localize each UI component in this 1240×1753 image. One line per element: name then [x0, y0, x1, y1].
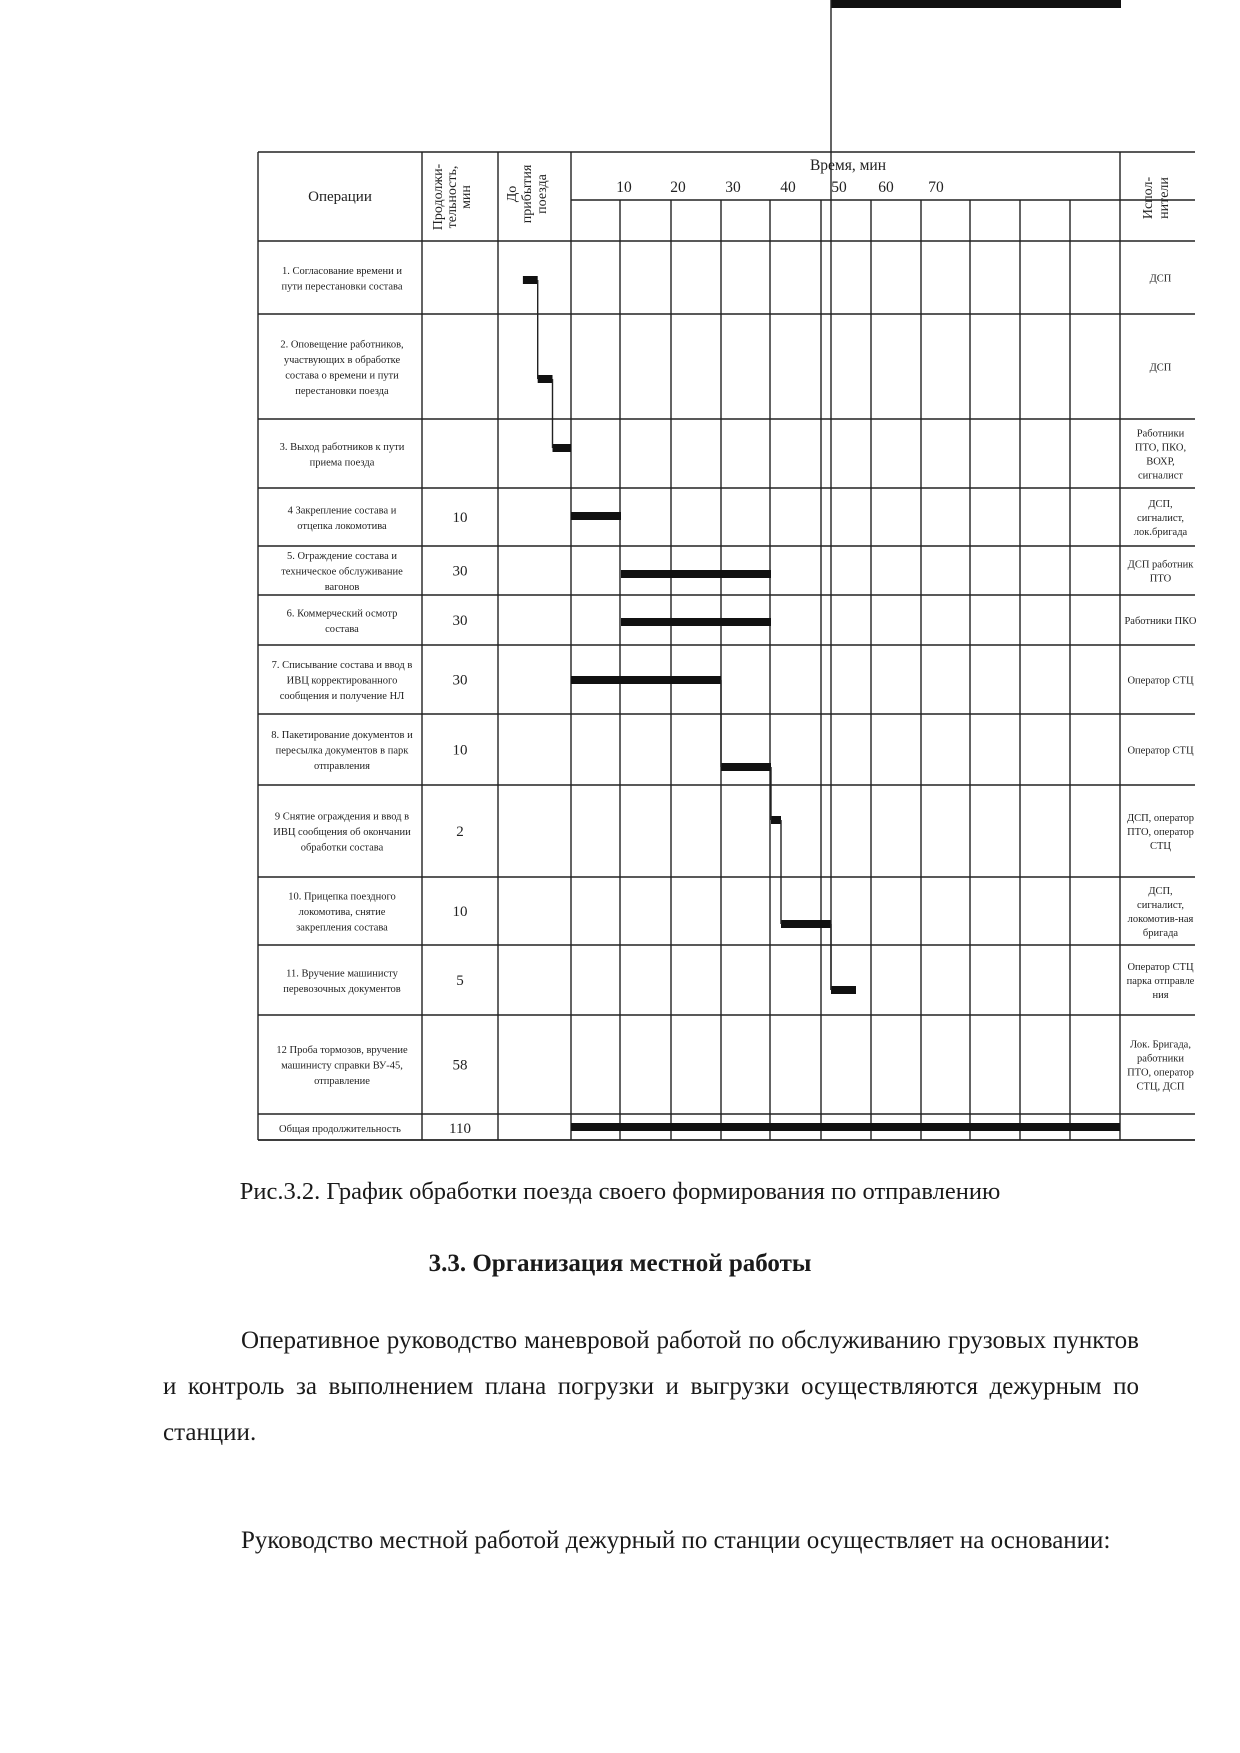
executors-column-header: Испол-	[1141, 176, 1156, 220]
before-arrival-column-header: поезда	[535, 174, 550, 214]
operation-executor: ДСП,	[1148, 499, 1173, 510]
operation-duration: 30	[452, 563, 468, 580]
executors-column-header: нители	[1157, 177, 1172, 219]
operation-label: 9 Снятие ограждения и ввод в	[274, 811, 410, 823]
task-bar	[538, 375, 553, 383]
paragraph-1: Оперативное руководство маневровой работой по обслуживанию грузовых пунктов и контроль за выполнением плана погрузки и выгрузки осуществляются дежурным по станции.	[163, 1327, 1139, 1446]
operation-executor: СТЦ, ДСП	[1136, 1081, 1185, 1093]
operation-label: машинисту справки ВУ-45,	[281, 1060, 403, 1072]
task-bar	[571, 512, 621, 520]
operation-label: 10. Прицепка поездного	[288, 891, 396, 903]
operation-duration: 10	[452, 742, 468, 759]
operation-duration: 58	[452, 1057, 468, 1074]
time-tick-label: 70	[928, 179, 944, 196]
before-arrival-column-header: До	[505, 185, 520, 203]
operation-label: 2. Оповещение работников,	[280, 339, 404, 351]
operation-label: 5. Ограждение состава и	[286, 551, 398, 562]
operation-executor: ДСП, оператор	[1126, 813, 1195, 824]
section-heading: 3.3. Организация местной работы	[428, 1250, 812, 1277]
operation-executor: Оператор СТЦ	[1127, 745, 1194, 757]
operation-label: вагонов	[324, 582, 360, 593]
operation-label: локомотива, снятие	[298, 907, 386, 918]
operation-duration: 10	[452, 904, 468, 920]
operation-label: 7. Списывание состава и ввод в	[271, 660, 413, 671]
operation-label: 12 Проба тормозов, вручение	[276, 1045, 408, 1056]
operation-duration: 10	[452, 510, 468, 526]
operation-executor: ВОХР,	[1146, 456, 1175, 468]
duration-column-header: Продолжи-	[431, 163, 446, 231]
operation-executor: ПТО, оператор	[1127, 827, 1194, 838]
operation-executor: ДСП	[1149, 362, 1172, 374]
task-bar	[553, 444, 572, 452]
operation-executor: ДСП	[1149, 273, 1172, 285]
operation-label: 6. Коммерческий осмотр	[286, 608, 398, 620]
operation-label: перевозочных документов	[283, 983, 401, 995]
operation-duration: 30	[452, 613, 468, 629]
operation-label: состава о времени и пути	[285, 370, 399, 382]
operation-label: пути перестановки состава	[281, 281, 403, 293]
operation-executor: бригада	[1142, 928, 1179, 939]
operation-label: обработки состава	[300, 842, 384, 854]
task-bar	[621, 618, 771, 626]
task-bar	[721, 763, 771, 771]
operation-executor: парка отправле	[1126, 976, 1195, 987]
operation-label: отцепка локомотива	[297, 520, 387, 532]
operation-label: 8. Пакетирование документов и	[271, 730, 413, 741]
figure-caption: Рис.3.2. График обработки поезда своего формирования по отправлению	[239, 1178, 1001, 1205]
operation-label: техническое обслуживание	[281, 566, 403, 578]
task-bar	[831, 0, 1121, 8]
task-bar	[571, 676, 721, 684]
operation-label: ИВЦ корректированного	[286, 675, 398, 687]
total-duration-value: 110	[449, 1121, 471, 1137]
operation-label: перестановки поезда	[295, 385, 389, 397]
operations-column-header: Операции	[308, 189, 372, 205]
operation-duration: 5	[456, 973, 464, 989]
operation-executor: Оператор СТЦ	[1127, 675, 1194, 687]
before-arrival-column-header: прибытия	[520, 164, 535, 224]
task-bar	[781, 920, 831, 928]
operation-label: ИВЦ сообщения об окончании	[273, 827, 411, 838]
operation-executor: работники	[1137, 1053, 1184, 1065]
paragraph-2: Руководство местной работой дежурный по станции осуществляет на основании:	[241, 1527, 1111, 1554]
duration-column-header: тельность,	[445, 165, 460, 229]
operation-executor: Оператор СТЦ	[1127, 962, 1194, 973]
operation-executor: лок.бригада	[1133, 527, 1188, 538]
operation-executor: ПТО, ПКО,	[1134, 442, 1187, 454]
operation-duration: 2	[456, 824, 464, 840]
task-bar	[523, 276, 538, 284]
duration-column-header: мин	[459, 185, 474, 209]
operation-label: 4 Закрепление состава и	[287, 505, 397, 517]
operation-executor: ПТО	[1149, 573, 1172, 585]
operation-executor: Лок. Бригада,	[1130, 1039, 1191, 1051]
operation-label: отправление	[314, 1076, 370, 1087]
operation-executor: ПТО, оператор	[1127, 1067, 1194, 1079]
operation-label: состава	[325, 623, 359, 635]
task-bar	[831, 986, 856, 994]
operation-label: сообщения и получение НЛ	[279, 691, 405, 702]
operation-label: отправления	[313, 761, 371, 772]
task-bar	[621, 570, 771, 578]
operation-label: закрепления состава	[296, 922, 388, 934]
operation-executor: Работники ПКО	[1124, 616, 1197, 627]
operation-executor: сигналист,	[1137, 513, 1184, 524]
operation-executor: локомотив-ная	[1127, 914, 1194, 925]
operation-label: 3. Выход работников к пути	[279, 441, 405, 453]
operation-executor: ДСП работник	[1127, 559, 1194, 571]
operation-label: приема поезда	[309, 457, 375, 469]
task-bar	[771, 816, 781, 824]
operation-executor: СТЦ	[1150, 841, 1171, 852]
operation-label: пересылка документов в парк	[275, 745, 409, 757]
operation-executor: Работники	[1136, 428, 1185, 440]
total-duration-label: Общая продолжительность	[279, 1124, 401, 1135]
operation-duration: 30	[452, 672, 468, 689]
time-axis-title: Время, мин	[809, 157, 887, 174]
operation-executor: сигналист,	[1137, 900, 1184, 911]
operation-label: 11. Вручение машинисту	[286, 968, 398, 980]
time-tick-label: 40	[780, 179, 796, 196]
time-tick-label: 60	[878, 179, 894, 196]
time-tick-label: 20	[670, 179, 686, 196]
total-duration-bar	[571, 1123, 1120, 1131]
time-tick-label: 30	[725, 179, 741, 196]
operation-executor: сигналист	[1137, 470, 1184, 482]
time-tick-label: 50	[831, 179, 847, 196]
operation-executor: ния	[1152, 990, 1169, 1001]
operation-label: 1. Согласование времени и	[282, 265, 402, 277]
time-tick-label: 10	[616, 179, 632, 196]
operation-executor: ДСП,	[1148, 886, 1173, 897]
operation-label: участвующих в обработке	[283, 354, 401, 366]
